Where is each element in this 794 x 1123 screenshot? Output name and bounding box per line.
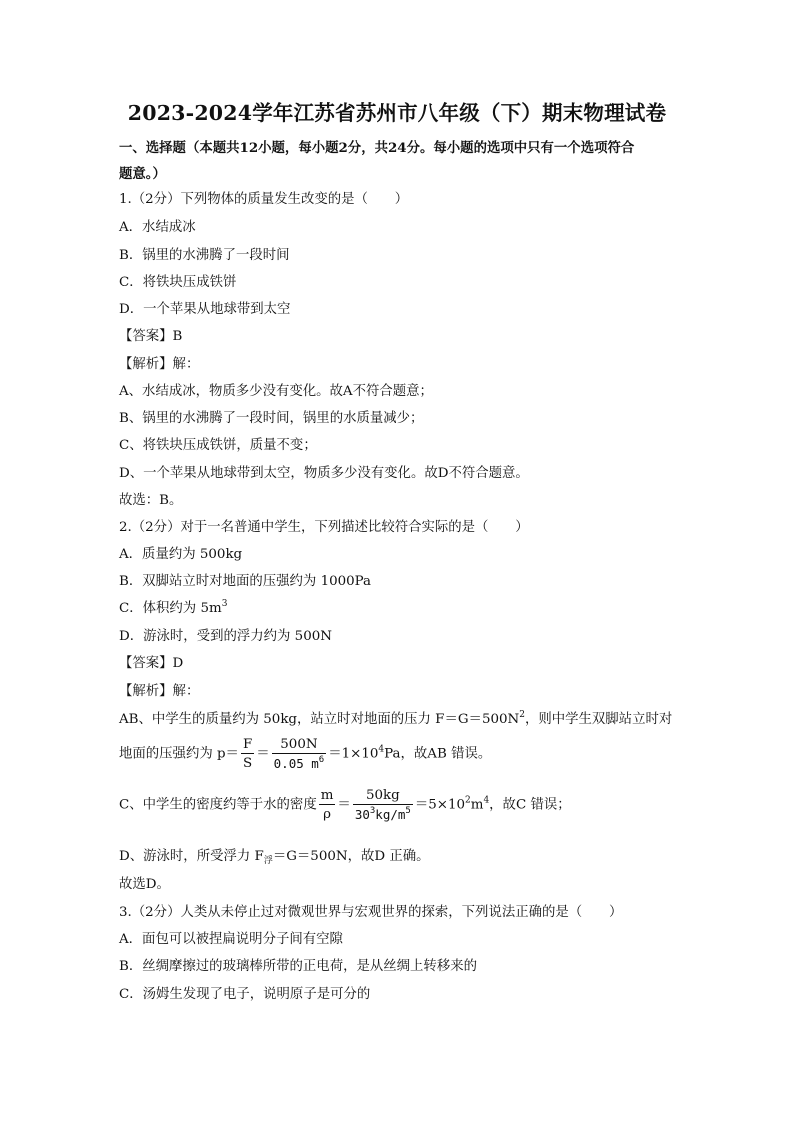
- fraction-denominator-exp: 3: [369, 806, 376, 816]
- q1-option-d: D．一个苹果从地球带到太空: [119, 302, 291, 317]
- q2-c-result-unit-exp: 4: [483, 795, 490, 806]
- q2-analysis-head: 【解析】解：: [119, 684, 200, 699]
- q1-explanation-d: D、一个苹果从地球带到太空，物质多少没有变化。故D不符合题意。: [119, 466, 529, 481]
- q2-d-text-cont: ＝G＝500N，故D 正确。: [272, 849, 430, 864]
- q2-option-c-text: C．体积约为 5m: [119, 601, 222, 616]
- q3-option-b: B．丝绸摩擦过的玻璃棒所带的正电荷，是从丝绸上转移来的: [119, 959, 477, 974]
- q2-ab-text-cont: ，则中学生双脚站立时对: [524, 712, 673, 727]
- q1-explanation-a: A、水结成冰，物质多少没有变化。故A不符合题意；: [119, 384, 433, 399]
- q2-explanation-c: [119, 788, 571, 823]
- q1-analysis-head: 【解析】解：: [119, 357, 200, 372]
- q1-explanation-b: B、锅里的水沸腾了一段时间，锅里的水质量减少；: [119, 411, 424, 426]
- equals-sign: ＝: [337, 797, 351, 813]
- fraction-numerator: m: [320, 788, 334, 803]
- q2-c-result-unit: m: [470, 797, 484, 813]
- q2-explanation-ab-line1: [119, 711, 672, 729]
- equals-sign: ＝: [256, 746, 270, 762]
- fraction-numerator: 50kg: [353, 788, 413, 805]
- q2-conclusion: 故选D。: [119, 877, 170, 892]
- q1-option-b: B．锅里的水沸腾了一段时间: [119, 248, 290, 263]
- q1-option-c: C．将铁块压成铁饼: [119, 275, 237, 290]
- q1-stem: 1.（2分）下列物体的质量发生改变的是（ ）: [119, 192, 409, 207]
- q3-option-c: C．汤姆生发现了电子，说明原子是可分的: [119, 987, 371, 1002]
- q2-ab-result-unit: Pa，故AB 错误。: [384, 746, 492, 762]
- q2-answer: 【答案】D: [119, 656, 184, 671]
- q3-option-a: A．面包可以被捏扁说明分子间有空隙: [119, 932, 343, 947]
- q2-stem: 2.（2分）对于一名普通中学生，下列描述比较符合实际的是（ ）: [119, 520, 529, 535]
- q2-fraction-f-over-s: [241, 737, 254, 771]
- fraction-numerator: F: [242, 737, 253, 752]
- fraction-denominator: ρ: [323, 807, 331, 822]
- q2-explanation-ab-line2: [119, 737, 491, 772]
- fraction-denominator-value: 0.05 m: [273, 756, 319, 771]
- q3-stem: 3.（2分）人类从未停止过对微观世界与宏观世界的探索，下列说法正确的是（ ）: [119, 905, 623, 920]
- q2-option-b: B．双脚站立时对地面的压强约为 1000Pa: [119, 574, 372, 589]
- fraction-numerator: 500N: [272, 737, 327, 754]
- q2-c-result-tail: ，故C 错误；: [489, 797, 571, 813]
- fraction-denominator-exp: 6: [318, 755, 325, 765]
- q2-ab-pressure-text: 地面的压强约为 p＝: [119, 746, 239, 762]
- q2-ab-result-exp: 4: [378, 744, 385, 755]
- page-title: 2023-2024学年江苏省苏州市八年级（下）期末物理试卷: [127, 101, 667, 125]
- fraction-denominator-value: 30: [354, 807, 370, 822]
- q2-c-result-exp: 2: [465, 795, 471, 806]
- fraction-denominator-unit: kg/m: [375, 807, 406, 822]
- q2-explanation-d: [119, 848, 430, 866]
- q2-c-result: ＝5×10: [414, 797, 465, 813]
- q2-fraction-mass-over-density: [353, 788, 413, 822]
- q2-option-a: A．质量约为 500kg: [119, 547, 243, 562]
- q2-option-d: D．游泳时，受到的浮力约为 500N: [119, 629, 332, 644]
- q2-fraction-m-over-rho: [319, 788, 336, 822]
- q1-explanation-c: C、将铁块压成铁饼，质量不变；: [119, 438, 317, 453]
- q1-answer: 【答案】B: [119, 329, 183, 344]
- q1-conclusion: 故选：B。: [119, 493, 183, 508]
- q2-option-c: [119, 600, 227, 618]
- q2-fraction-force-over-area: [272, 737, 327, 771]
- q1-option-a: A．水结成冰: [119, 220, 196, 235]
- q2-c-text: C、中学生的密度约等于水的密度: [119, 797, 317, 813]
- q2-d-subscript: 浮: [263, 856, 273, 866]
- q2-d-text: D、游泳时，所受浮力 F: [119, 849, 264, 864]
- section-heading: 一、选择题（本题共12小题，每小题2分，共24分。每小题的选项中只有一个选项符合: [119, 140, 635, 156]
- section-heading-cont: 题意。）: [119, 166, 166, 182]
- q2-ab-exp: 2: [519, 710, 525, 720]
- fraction-denominator: S: [243, 756, 253, 771]
- q2-ab-result: ＝1×10: [328, 746, 379, 762]
- fraction-denominator: [272, 754, 327, 771]
- fraction-denominator-unit-exp: 5: [405, 806, 411, 816]
- q2-ab-text: AB、中学生的质量约为 50kg，站立时对地面的压力 F＝G＝500N: [119, 712, 520, 727]
- q2-option-c-exp: 3: [221, 599, 228, 609]
- fraction-denominator: [353, 805, 413, 822]
